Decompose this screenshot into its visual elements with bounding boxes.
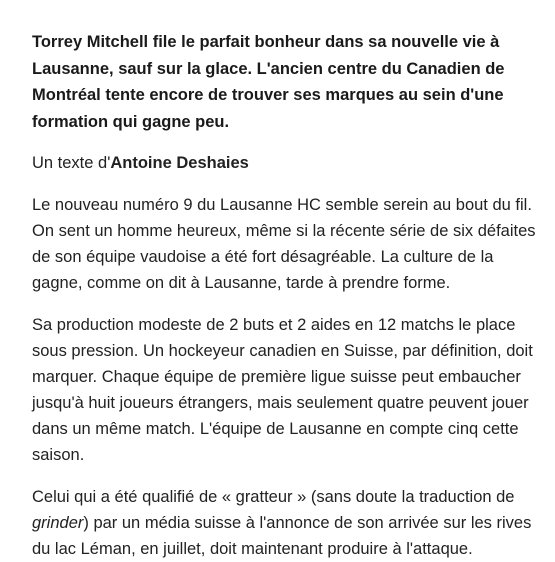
byline-prefix: Un texte d' [32,154,111,172]
paragraph-3-italic-term: grinder [32,514,84,532]
article-paragraph-1: Le nouveau numéro 9 du Lausanne HC semble serein au bout du fil. On sent un homme heureux, même si la récente série de six défaites de son équipe vaudoise a été fort désagréable. La culture de la gagne, comme on dit à Lausanne, tarde à prendre forme. [32,196,536,292]
article-paragraph-2: Sa production modeste de 2 buts et 2 aides en 12 matchs le place sous pression. Un hockeyeur canadien en Suisse, par définition, doit marquer. Chaque équipe de première ligue suisse peut embaucher jusqu'à huit joueurs étrangers, mais seulement quatre peuvent jouer dans un même match. L'équipe de Lausanne en compte cinq cette saison. [32,316,533,464]
paragraph-3-text-start: Celui qui a été qualifié de « gratteur » (sans doute la traduction de [32,488,515,506]
paragraph-3-text-end: ) par un média suisse à l'annonce de son arrivée sur les rives du lac Léman, en juillet, doit maintenant produire à l'attaque. [32,514,532,558]
article-paragraph-3 [32,484,547,562]
article-lead: Torrey Mitchell file le parfait bonheur dans sa nouvelle vie à Lausanne, sauf sur la glace. L'ancien centre du Canadien de Montréal tente encore de trouver ses marques au sein d'une formation qui gagne peu. [32,33,505,131]
byline-author: Antoine Deshaies [110,154,249,172]
article-byline [32,150,547,176]
